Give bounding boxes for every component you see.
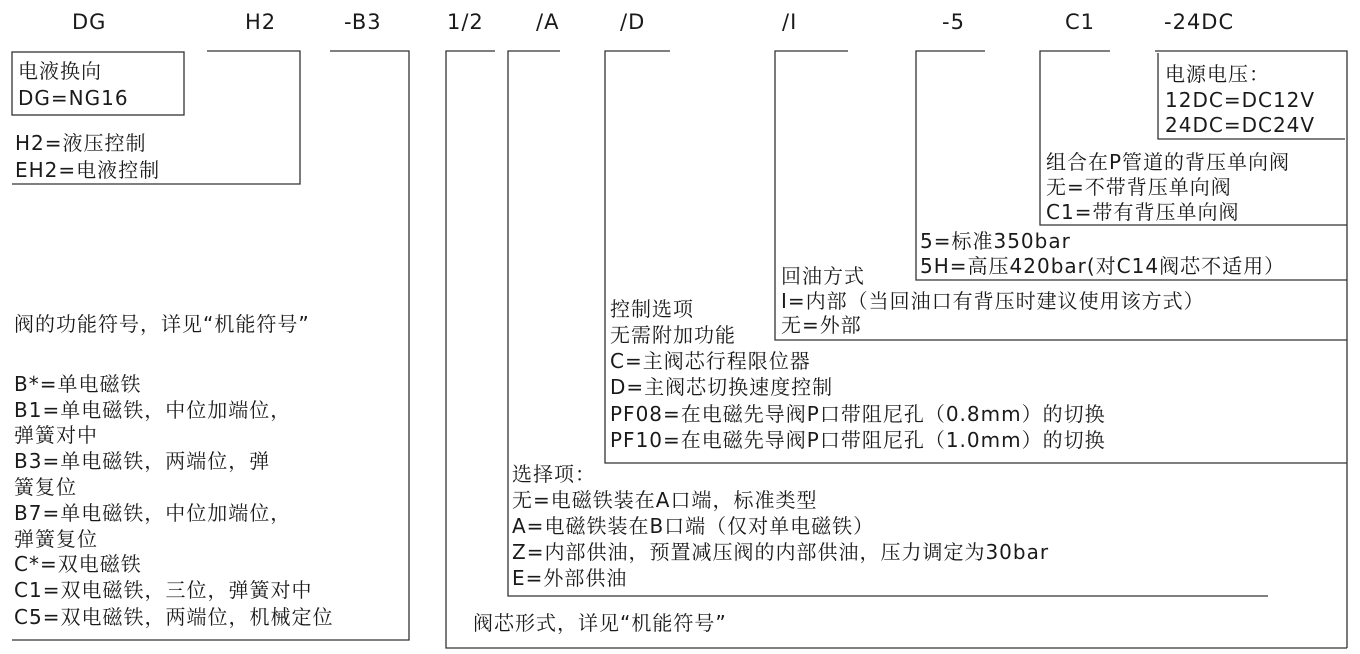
check-valve-item: 无=不带背压单向阀 bbox=[1046, 175, 1232, 199]
return-oil-title: 回油方式 bbox=[781, 264, 865, 288]
option-item: E=外部供油 bbox=[512, 566, 628, 590]
code-a: /A bbox=[536, 10, 560, 34]
control-option-item: D=主阀芯切换速度控制 bbox=[610, 375, 834, 399]
function-item: C*=双电磁铁 bbox=[14, 552, 142, 576]
function-item: B1=单电磁铁，中位加端位， bbox=[14, 398, 292, 422]
function-item: B3=单电磁铁，两端位，弹 bbox=[14, 449, 271, 473]
function-item: B*=单电磁铁 bbox=[14, 372, 142, 396]
option-item: A=电磁铁装在B口端（仅对单电磁铁） bbox=[512, 514, 875, 538]
return-oil-item: I=内部（当回油口有背压时建议使用该方式） bbox=[781, 289, 1205, 313]
h2-electrohydraulic: EH2=电液控制 bbox=[15, 158, 161, 182]
24dc-bracket bbox=[1155, 51, 1347, 648]
function-item: C1=双电磁铁，三位，弹簧对中 bbox=[14, 578, 313, 602]
check-valve-title: 组合在P管道的背压单向阀 bbox=[1046, 150, 1291, 174]
return-oil-item: 无=外部 bbox=[781, 313, 862, 337]
control-option-item: PF10=在电磁先导阀P口带阻尼孔（1.0mm）的切换 bbox=[610, 428, 1106, 452]
function-item: 弹簧对中 bbox=[14, 423, 98, 447]
pressure-item: 5=标准350bar bbox=[920, 229, 1071, 253]
code-h2: H2 bbox=[245, 10, 277, 34]
check-valve-item: C1=带有背压单向阀 bbox=[1046, 200, 1240, 224]
code-d: /D bbox=[620, 10, 646, 34]
dg-label: 电液换向 bbox=[18, 59, 102, 83]
voltage-title: 电源电压： bbox=[1165, 62, 1270, 86]
pressure-item: 5H=高压420bar(对C14阀芯不适用） bbox=[920, 254, 1286, 278]
function-item: 簧复位 bbox=[14, 475, 77, 499]
control-option-item: 无需附加功能 bbox=[610, 323, 736, 347]
control-options-title: 控制选项 bbox=[610, 297, 694, 321]
function-symbol-title: 阀的功能符号，详见“机能符号” bbox=[14, 312, 310, 336]
function-item: B7=单电磁铁，中位加端位， bbox=[14, 501, 292, 525]
function-item: C5=双电磁铁，两端位，机械定位 bbox=[14, 605, 334, 629]
control-option-item: PF08=在电磁先导阀P口带阻尼孔（0.8mm）的切换 bbox=[610, 402, 1106, 426]
option-item: 无=电磁铁装在A口端，标准类型 bbox=[512, 488, 818, 512]
spool-form-note: 阀芯形式，详见“机能符号” bbox=[473, 611, 727, 635]
option-item: Z=内部供油，预置减压阀的内部供油，压力调定为30bar bbox=[512, 540, 1050, 564]
voltage-item: 24DC=DC24V bbox=[1165, 113, 1316, 137]
function-item: 弹簧复位 bbox=[14, 527, 98, 551]
code-size: 1/2 bbox=[447, 10, 484, 34]
options-title: 选择项： bbox=[512, 462, 596, 486]
code-24dc: -24DC bbox=[1164, 10, 1235, 34]
h2-hydraulic: H2=液压控制 bbox=[15, 131, 147, 155]
voltage-item: 12DC=DC12V bbox=[1165, 88, 1316, 112]
code-b3: -B3 bbox=[344, 10, 382, 34]
code-5: -5 bbox=[942, 10, 965, 34]
code-dg: DG bbox=[72, 10, 107, 34]
code-i: /I bbox=[782, 10, 798, 34]
code-c1: C1 bbox=[1065, 10, 1096, 34]
dg-value: DG=NG16 bbox=[18, 86, 129, 110]
control-option-item: C=主阀芯行程限位器 bbox=[610, 349, 811, 373]
